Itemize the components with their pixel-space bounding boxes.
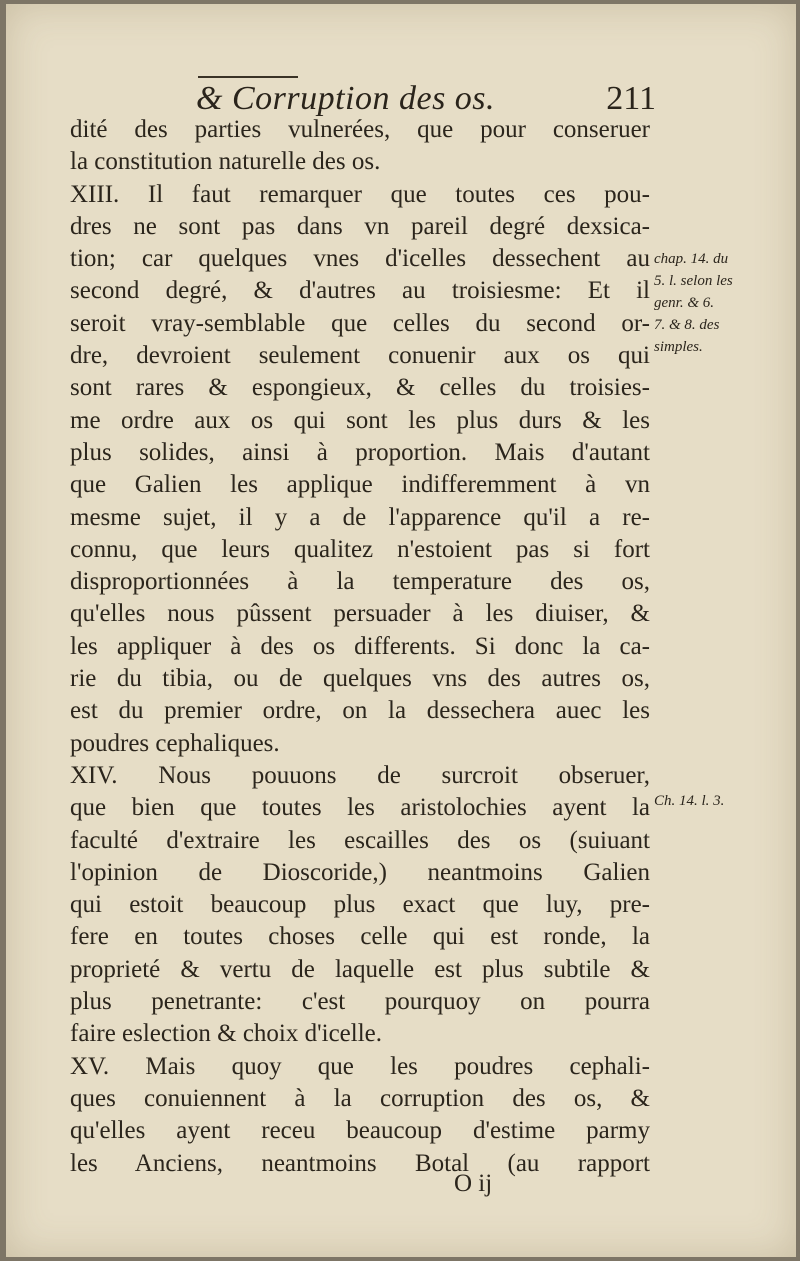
- text-line: les appliquer à des os differents. Si donc la ca-: [70, 632, 650, 660]
- text-line: qu'elles ayent receu beaucoup d'estime parmy: [70, 1117, 650, 1145]
- body-text: [70, 114, 650, 1180]
- text-line: second degré, & d'autres au troisiesme: Et il: [70, 277, 650, 305]
- header-rule: [198, 76, 298, 78]
- text-line: faculté d'extraire les escailles des os (suiuant: [70, 826, 650, 854]
- signature-mark: O ij: [454, 1170, 493, 1197]
- text-line: XIII. Il faut remarquer que toutes ces pou-: [70, 180, 650, 208]
- text-line: disproportionnées à la temperature des os,: [70, 568, 650, 596]
- text-line: sont rares & espongieux, & celles du troisies-: [70, 374, 650, 402]
- text-line: que Galien les applique indifferemment à vn: [70, 471, 650, 499]
- margin-note-reference: [654, 790, 774, 812]
- running-title: & Corruption des os.: [196, 80, 496, 117]
- text-line: les Anciens, neantmoins Botal (au rapport: [70, 1149, 650, 1177]
- text-line: connu, que leurs qualitez n'estoient pas si fort: [70, 535, 650, 563]
- text-line: plus penetrante: c'est pourquoy on pourra: [70, 988, 650, 1016]
- text-line: qui estoit beaucoup plus exact que luy, pre-: [70, 891, 650, 919]
- text-line: faire eslection & choix d'icelle.: [70, 1020, 383, 1048]
- running-header: [196, 74, 656, 118]
- margin-note-line: simples.: [654, 339, 703, 355]
- text-line: mesme sujet, il y a de l'apparence qu'il a re-: [70, 503, 650, 531]
- text-line: est du premier ordre, on la dessechera auec les: [70, 697, 650, 725]
- page-number: 211: [606, 80, 656, 117]
- text-line: plus solides, ainsi à proportion. Mais d'autant: [70, 438, 650, 466]
- text-line: rie du tibia, ou de quelques vns des autres os,: [70, 665, 650, 693]
- text-line: que bien que toutes les aristolochies ayent la: [70, 794, 650, 822]
- text-line: dre, devroient seulement conuenir aux os qui: [70, 342, 650, 370]
- margin-note-line: 7. & 8. des: [654, 317, 720, 333]
- text-line: qu'elles nous pûssent persuader à les diuiser, &: [70, 600, 650, 628]
- text-line: proprieté & vertu de laquelle est plus subtile &: [70, 955, 650, 983]
- text-line: XV. Mais quoy que les poudres cephali-: [70, 1052, 650, 1080]
- book-page: [6, 4, 796, 1257]
- text-line: poudres cephaliques.: [70, 729, 280, 757]
- margin-note-line: genr. & 6.: [654, 295, 714, 311]
- text-line: seroit vray-semblable que celles du second or-: [70, 309, 650, 337]
- margin-note-line: 5. l. selon les: [654, 273, 733, 289]
- margin-note-line: chap. 14. du: [654, 251, 729, 267]
- text-line: l'opinion de Dioscoride,) neantmoins Galien: [70, 858, 650, 886]
- text-line: me ordre aux os qui sont les plus durs & les: [70, 406, 650, 434]
- text-line: dres ne sont pas dans vn pareil degré dexsica-: [70, 212, 650, 240]
- text-line: XIV. Nous pouuons de surcroit obseruer,: [70, 761, 650, 789]
- text-line: la constitution naturelle des os.: [70, 148, 381, 176]
- margin-note-line: Ch. 14. l. 3.: [654, 793, 725, 809]
- text-line: ques conuiennent à la corruption des os, &: [70, 1084, 650, 1112]
- text-line: dité des parties vulnerées, que pour conseruer: [70, 116, 650, 143]
- margin-note-chapter: [654, 248, 774, 358]
- text-line: tion; car quelques vnes d'icelles dessechent au: [70, 245, 650, 273]
- text-line: fere en toutes choses celle qui est ronde, la: [70, 923, 650, 951]
